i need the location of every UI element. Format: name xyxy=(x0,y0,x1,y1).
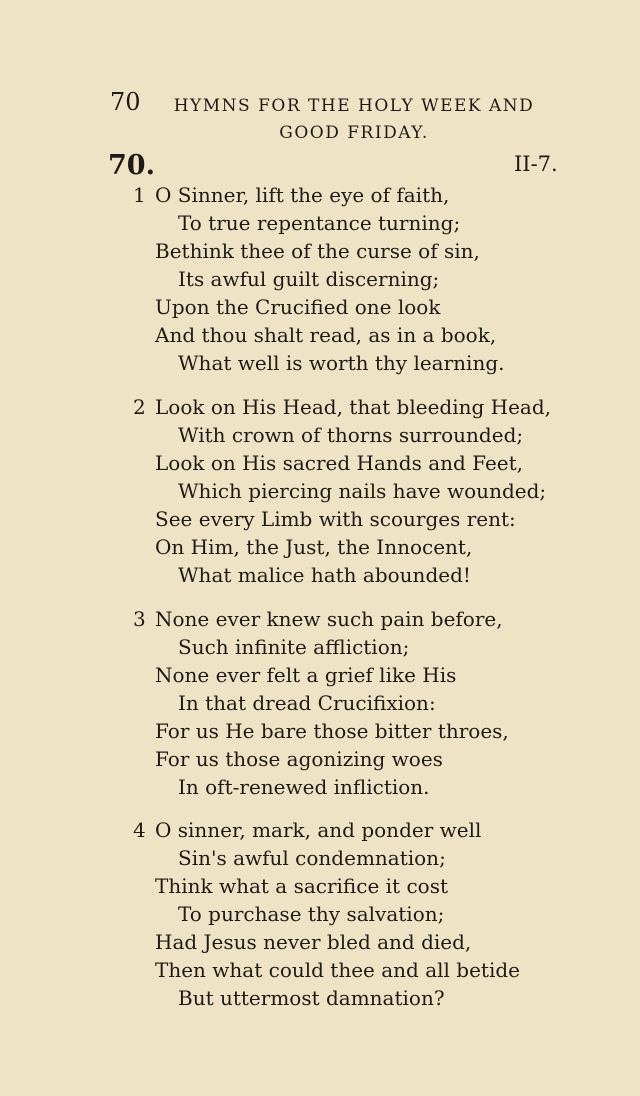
page-number: 70 xyxy=(110,88,141,116)
verse-line: See every Limb with scourges rent: xyxy=(155,507,516,531)
verse-line: O sinner, mark, and ponder well xyxy=(155,818,482,842)
verse-line: Had Jesus never bled and died, xyxy=(155,930,472,954)
verse-line: None ever felt a grief like His xyxy=(155,663,457,687)
page-title-line-2: GOOD FRIDAY. xyxy=(279,123,429,143)
verse-line: What malice hath abounded! xyxy=(178,563,471,587)
stanza-number: 3 xyxy=(133,607,146,631)
verse-line: Look on His Head, that bleeding Head, xyxy=(155,395,552,419)
verse-line: On Him, the Just, the Innocent, xyxy=(155,535,473,559)
stanza-number: 2 xyxy=(133,395,146,419)
verse-line: None ever knew such pain before, xyxy=(155,607,503,631)
verse-line: O Sinner, lift the eye of faith, xyxy=(155,183,450,207)
hymn-meter: II-7. xyxy=(514,152,558,176)
stanza-number: 1 xyxy=(133,183,146,207)
page-title xyxy=(158,93,550,147)
verse-line: And thou shalt read, as in a book, xyxy=(155,323,497,347)
stanza-number: 4 xyxy=(133,818,146,842)
verse-line: To purchase thy salvation; xyxy=(178,902,445,926)
verse-line: In oft-renewed infliction. xyxy=(178,775,430,799)
verse-line: For us He bare those bitter throes, xyxy=(155,719,509,743)
verse-line: Which piercing nails have wounded; xyxy=(178,479,547,503)
verse-line: What well is worth thy learning. xyxy=(178,351,505,375)
verse-line: Look on His sacred Hands and Feet, xyxy=(155,451,524,475)
verse-line: Bethink thee of the curse of sin, xyxy=(155,239,480,263)
verse-line: Then what could thee and all betide xyxy=(155,958,520,982)
page-title-line-1: HYMNS FOR THE HOLY WEEK AND xyxy=(173,96,535,116)
verse-line: To true repentance turning; xyxy=(178,211,461,235)
hymn-number: 70. xyxy=(108,150,155,181)
verse-line: In that dread Crucifixion: xyxy=(178,691,436,715)
verse-line: But uttermost damnation? xyxy=(178,986,445,1010)
verse-line: Upon the Crucified one look xyxy=(155,295,441,319)
verse-line: Its awful guilt discerning; xyxy=(178,267,440,291)
verse-line: With crown of thorns surrounded; xyxy=(178,423,524,447)
verse-line: For us those agonizing woes xyxy=(155,747,443,771)
verse-line: Such infinite affliction; xyxy=(178,635,410,659)
verse-line: Think what a sacrifice it cost xyxy=(155,874,448,898)
verse-line: Sin's awful condemnation; xyxy=(178,846,446,870)
